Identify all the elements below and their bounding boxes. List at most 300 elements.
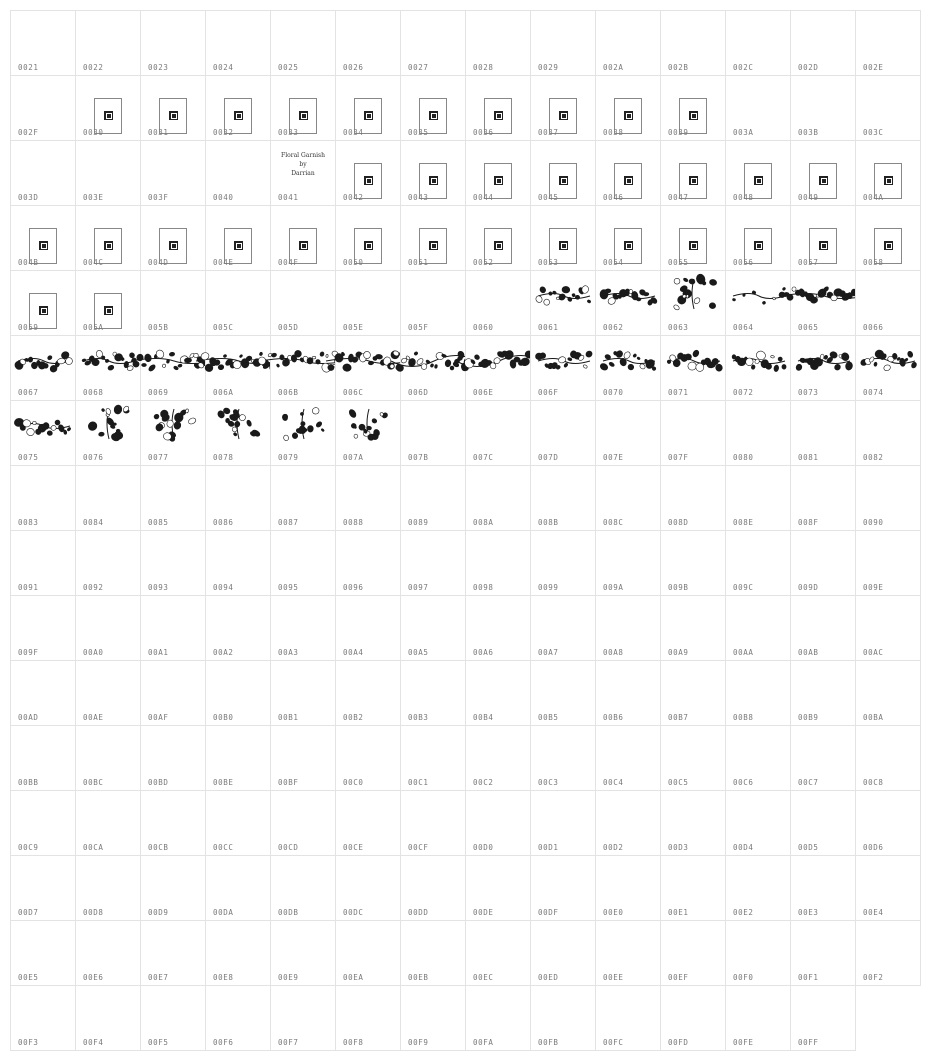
glyph-cell[interactable] [10, 270, 76, 336]
glyph-code-label: 006D [408, 387, 429, 397]
glyph-cell[interactable] [205, 855, 271, 921]
glyph-cell[interactable] [335, 660, 401, 726]
glyph-code-label: 0091 [18, 582, 39, 592]
glyph-code-label: 0064 [733, 322, 754, 332]
glyph-cell[interactable] [75, 595, 141, 661]
ornament-glyph [16, 350, 72, 372]
glyph-cell[interactable] [270, 595, 336, 661]
glyph-cell[interactable] [855, 75, 921, 141]
glyph-cell[interactable] [270, 270, 336, 336]
glyph-cell[interactable] [660, 920, 726, 986]
glyph-cell[interactable] [595, 335, 661, 401]
glyph-code-label: 003C [863, 127, 884, 137]
glyph-cell[interactable] [205, 140, 271, 206]
glyph-cell[interactable] [595, 595, 661, 661]
glyph-cell[interactable] [270, 920, 336, 986]
glyph-cell[interactable] [725, 595, 791, 661]
glyph-code-label: 00DC [343, 907, 364, 917]
glyph-cell[interactable] [270, 140, 336, 206]
glyph-cell[interactable] [75, 270, 141, 336]
glyph-cell[interactable] [790, 465, 856, 531]
glyph-code-label: 00B9 [798, 712, 819, 722]
glyph-cell[interactable] [790, 530, 856, 596]
glyph-cell[interactable] [790, 855, 856, 921]
glyph-cell[interactable] [465, 530, 531, 596]
glyph-code-label: 0057 [798, 257, 819, 267]
glyph-cell[interactable] [660, 790, 726, 856]
glyph-cell[interactable] [140, 595, 206, 661]
glyph-cell[interactable] [270, 660, 336, 726]
glyph-code-label: 002B [668, 62, 689, 72]
glyph-cell[interactable] [10, 465, 76, 531]
glyph-code-label: 00BC [83, 777, 104, 787]
glyph-cell[interactable] [10, 400, 76, 466]
ornament-glyph [601, 350, 657, 372]
glyph-code-label: 0043 [408, 192, 429, 202]
glyph-cell[interactable] [855, 335, 921, 401]
glyph-cell[interactable] [205, 400, 271, 466]
glyph-cell[interactable] [660, 140, 726, 206]
glyph-cell[interactable] [465, 725, 531, 791]
glyph-cell[interactable] [855, 205, 921, 271]
glyph-cell[interactable] [790, 920, 856, 986]
glyph-code-label: 00E8 [213, 972, 234, 982]
glyph-code-label: 007C [473, 452, 494, 462]
glyph-cell[interactable] [855, 855, 921, 921]
glyph-cell[interactable] [530, 10, 596, 76]
glyph-cell[interactable] [595, 465, 661, 531]
glyph-cell[interactable] [465, 660, 531, 726]
glyph-code-label: 0042 [343, 192, 364, 202]
glyph-cell[interactable] [465, 790, 531, 856]
glyph-cell[interactable] [400, 205, 466, 271]
glyph-cell[interactable] [335, 465, 401, 531]
glyph-cell[interactable] [790, 75, 856, 141]
glyph-cell[interactable] [205, 595, 271, 661]
glyph-cell[interactable] [140, 75, 206, 141]
glyph-cell[interactable] [75, 205, 141, 271]
glyph-cell[interactable] [140, 790, 206, 856]
glyph-code-label: 00E7 [148, 972, 169, 982]
glyph-code-label: 0069 [148, 387, 169, 397]
glyph-cell[interactable] [595, 660, 661, 726]
glyph-cell[interactable] [400, 920, 466, 986]
glyph-code-label: 00AF [148, 712, 169, 722]
glyph-cell[interactable] [725, 75, 791, 141]
glyph-cell[interactable] [530, 855, 596, 921]
glyph-cell[interactable] [530, 985, 596, 1051]
glyph-cell[interactable] [790, 10, 856, 76]
glyph-cell[interactable] [725, 10, 791, 76]
glyph-cell[interactable] [270, 465, 336, 531]
glyph-code-label: 0062 [603, 322, 624, 332]
glyph-cell[interactable] [140, 530, 206, 596]
glyph-cell[interactable] [10, 855, 76, 921]
glyph-code-label: 00E1 [668, 907, 689, 917]
glyph-cell[interactable] [595, 790, 661, 856]
glyph-code-label: 009A [603, 582, 624, 592]
glyph-cell[interactable] [400, 465, 466, 531]
glyph-cell[interactable] [75, 400, 141, 466]
glyph-code-label: 00A3 [278, 647, 299, 657]
glyph-cell[interactable] [140, 140, 206, 206]
glyph-cell[interactable] [595, 530, 661, 596]
glyph-cell[interactable] [595, 140, 661, 206]
glyph-cell[interactable] [855, 530, 921, 596]
glyph-cell[interactable] [725, 725, 791, 791]
glyph-code-label: 00EA [343, 972, 364, 982]
glyph-code-label: 0056 [733, 257, 754, 267]
glyph-cell[interactable] [205, 725, 271, 791]
glyph-cell[interactable] [855, 725, 921, 791]
glyph-cell[interactable] [465, 205, 531, 271]
glyph-code-label: 0026 [343, 62, 364, 72]
glyph-cell[interactable] [400, 530, 466, 596]
glyph-cell[interactable] [335, 985, 401, 1051]
glyph-code-label: 00D4 [733, 842, 754, 852]
glyph-code-label: 0038 [603, 127, 624, 137]
glyph-cell[interactable] [725, 465, 791, 531]
glyph-code-label: 0051 [408, 257, 429, 267]
glyph-cell[interactable] [790, 725, 856, 791]
glyph-cell[interactable] [660, 270, 726, 336]
glyph-cell[interactable] [855, 400, 921, 466]
glyph-code-label: 0036 [473, 127, 494, 137]
glyph-cell[interactable] [530, 660, 596, 726]
glyph-cell[interactable] [660, 205, 726, 271]
glyph-cell[interactable] [75, 920, 141, 986]
glyph-cell[interactable] [465, 140, 531, 206]
glyph-cell[interactable] [270, 790, 336, 856]
glyph-code-label: 00EE [603, 972, 624, 982]
glyph-cell[interactable] [790, 335, 856, 401]
ornament-glyph [211, 405, 267, 441]
glyph-code-label: 006A [213, 387, 234, 397]
glyph-code-label: 006C [343, 387, 364, 397]
glyph-code-label: 007E [603, 452, 624, 462]
glyph-cell[interactable] [270, 10, 336, 76]
glyph-cell[interactable] [400, 270, 466, 336]
glyph-cell[interactable] [660, 595, 726, 661]
glyph-cell[interactable] [530, 790, 596, 856]
glyph-cell[interactable] [10, 140, 76, 206]
glyph-code-label: 0083 [18, 517, 39, 527]
glyph-cell[interactable] [465, 335, 531, 401]
glyph-cell[interactable] [10, 920, 76, 986]
glyph-code-label: 005D [278, 322, 299, 332]
glyph-cell[interactable] [790, 595, 856, 661]
glyph-cell[interactable] [855, 595, 921, 661]
glyph-cell[interactable] [10, 985, 76, 1051]
glyph-cell[interactable] [725, 790, 791, 856]
glyph-cell[interactable] [10, 335, 76, 401]
glyph-cell[interactable] [270, 75, 336, 141]
glyph-cell[interactable] [335, 855, 401, 921]
glyph-code-label: 00FA [473, 1037, 494, 1047]
glyph-cell[interactable] [595, 10, 661, 76]
glyph-cell[interactable] [790, 400, 856, 466]
glyph-cell[interactable] [75, 140, 141, 206]
glyph-cell[interactable] [140, 465, 206, 531]
ornament-glyph [796, 350, 852, 372]
glyph-cell[interactable] [725, 660, 791, 726]
glyph-cell[interactable] [725, 400, 791, 466]
glyph-cell[interactable] [335, 75, 401, 141]
glyph-cell[interactable] [725, 920, 791, 986]
glyph-cell[interactable] [595, 725, 661, 791]
glyph-cell[interactable] [725, 985, 791, 1051]
glyph-cell[interactable] [855, 465, 921, 531]
glyph-cell[interactable] [140, 985, 206, 1051]
glyph-cell[interactable] [335, 725, 401, 791]
glyph-cell[interactable] [400, 595, 466, 661]
glyph-cell[interactable] [595, 985, 661, 1051]
glyph-cell[interactable] [140, 920, 206, 986]
glyph-cell[interactable] [465, 920, 531, 986]
glyph-cell[interactable] [400, 985, 466, 1051]
glyph-cell[interactable] [335, 595, 401, 661]
glyph-cell[interactable] [530, 400, 596, 466]
glyph-cell[interactable] [140, 725, 206, 791]
glyph-cell[interactable] [400, 10, 466, 76]
glyph-cell[interactable] [400, 855, 466, 921]
glyph-cell[interactable] [595, 205, 661, 271]
glyph-cell[interactable] [660, 530, 726, 596]
glyph-cell[interactable] [205, 920, 271, 986]
glyph-cell[interactable] [75, 10, 141, 76]
glyph-cell[interactable] [790, 270, 856, 336]
glyph-code-label: 00FB [538, 1037, 559, 1047]
glyph-code-label: 0022 [83, 62, 104, 72]
glyph-cell[interactable] [660, 660, 726, 726]
glyph-cell[interactable] [140, 400, 206, 466]
glyph-cell[interactable] [10, 530, 76, 596]
glyph-cell[interactable] [855, 920, 921, 986]
glyph-cell[interactable] [270, 205, 336, 271]
glyph-cell[interactable] [530, 335, 596, 401]
glyph-cell[interactable] [855, 790, 921, 856]
glyph-cell[interactable] [140, 660, 206, 726]
glyph-code-label: 005B [148, 322, 169, 332]
glyph-code-label: 0078 [213, 452, 234, 462]
glyph-cell[interactable] [140, 855, 206, 921]
glyph-code-label: 0090 [863, 517, 884, 527]
glyph-code-label: 003A [733, 127, 754, 137]
glyph-cell[interactable] [530, 595, 596, 661]
glyph-cell[interactable] [855, 140, 921, 206]
glyph-code-label: 0096 [343, 582, 364, 592]
glyph-cell[interactable] [75, 465, 141, 531]
glyph-cell[interactable] [75, 530, 141, 596]
glyph-cell[interactable] [10, 10, 76, 76]
glyph-code-label: 00BA [863, 712, 884, 722]
glyph-cell[interactable] [10, 725, 76, 791]
glyph-code-label: 0029 [538, 62, 559, 72]
glyph-code-label: 00E5 [18, 972, 39, 982]
glyph-code-label: 0074 [863, 387, 884, 397]
glyph-cell[interactable] [400, 75, 466, 141]
glyph-code-label: 008B [538, 517, 559, 527]
glyph-cell[interactable] [75, 790, 141, 856]
glyph-cell[interactable] [205, 465, 271, 531]
glyph-cell[interactable] [465, 75, 531, 141]
glyph-code-label: 00A4 [343, 647, 364, 657]
glyph-code-label: 003D [18, 192, 39, 202]
glyph-cell[interactable] [205, 530, 271, 596]
glyph-cell[interactable] [335, 270, 401, 336]
glyph-cell[interactable] [75, 660, 141, 726]
glyph-cell[interactable] [660, 75, 726, 141]
glyph-cell[interactable] [205, 985, 271, 1051]
glyph-cell[interactable] [595, 75, 661, 141]
glyph-cell[interactable] [75, 855, 141, 921]
glyph-cell[interactable] [400, 400, 466, 466]
glyph-cell[interactable] [725, 530, 791, 596]
glyph-cell[interactable] [10, 790, 76, 856]
glyph-cell[interactable] [270, 985, 336, 1051]
glyph-cell[interactable] [75, 725, 141, 791]
glyph-cell[interactable] [465, 465, 531, 531]
glyph-code-label: 00D1 [538, 842, 559, 852]
glyph-cell[interactable] [855, 10, 921, 76]
glyph-code-label: 0041 [278, 192, 299, 202]
glyph-cell[interactable] [530, 75, 596, 141]
glyph-cell[interactable] [530, 270, 596, 336]
glyph-cell[interactable] [530, 725, 596, 791]
ornament-glyph [146, 405, 202, 441]
glyph-code-label: 009F [18, 647, 39, 657]
glyph-cell[interactable] [660, 855, 726, 921]
glyph-code-label: 005C [213, 322, 234, 332]
glyph-code-label: 00C4 [603, 777, 624, 787]
glyph-cell[interactable] [660, 985, 726, 1051]
glyph-cell[interactable] [335, 205, 401, 271]
glyph-code-label: 00D6 [863, 842, 884, 852]
glyph-cell[interactable] [660, 465, 726, 531]
glyph-cell[interactable] [205, 205, 271, 271]
glyph-code-label: 00A2 [213, 647, 234, 657]
glyph-code-label: 0021 [18, 62, 39, 72]
glyph-cell[interactable] [400, 725, 466, 791]
glyph-code-label: 004C [83, 257, 104, 267]
glyph-cell[interactable] [75, 985, 141, 1051]
glyph-cell[interactable] [10, 205, 76, 271]
glyph-cell[interactable] [270, 400, 336, 466]
glyph-code-label: 00EF [668, 972, 689, 982]
glyph-cell[interactable] [530, 140, 596, 206]
glyph-cell[interactable] [10, 660, 76, 726]
glyph-code-label: 0097 [408, 582, 429, 592]
glyph-cell[interactable] [140, 270, 206, 336]
glyph-cell[interactable] [725, 335, 791, 401]
glyph-code-label: 0054 [603, 257, 624, 267]
glyph-cell[interactable] [465, 270, 531, 336]
glyph-cell[interactable] [400, 660, 466, 726]
glyph-cell[interactable] [270, 855, 336, 921]
glyph-cell[interactable] [400, 140, 466, 206]
glyph-cell[interactable] [790, 205, 856, 271]
glyph-code-label: 0048 [733, 192, 754, 202]
glyph-cell[interactable] [205, 10, 271, 76]
glyph-cell[interactable] [10, 75, 76, 141]
glyph-cell[interactable] [465, 595, 531, 661]
glyph-code-label: 00DE [473, 907, 494, 917]
glyph-cell[interactable] [660, 400, 726, 466]
glyph-cell[interactable] [335, 790, 401, 856]
glyph-cell[interactable] [725, 205, 791, 271]
glyph-cell[interactable] [790, 985, 856, 1051]
glyph-cell[interactable] [660, 335, 726, 401]
glyph-cell[interactable] [660, 725, 726, 791]
glyph-code-label: 0092 [83, 582, 104, 592]
glyph-cell[interactable] [335, 530, 401, 596]
glyph-cell[interactable] [530, 465, 596, 531]
glyph-cell[interactable] [465, 400, 531, 466]
glyph-cell[interactable] [335, 140, 401, 206]
glyph-code-label: 0099 [538, 582, 559, 592]
glyph-cell[interactable] [790, 790, 856, 856]
glyph-code-label: 00F0 [733, 972, 754, 982]
glyph-cell[interactable] [335, 10, 401, 76]
glyph-code-label: 00B1 [278, 712, 299, 722]
glyph-code-label: 00BE [213, 777, 234, 787]
glyph-cell[interactable] [595, 920, 661, 986]
glyph-cell[interactable] [205, 270, 271, 336]
glyph-cell[interactable] [530, 530, 596, 596]
glyph-cell[interactable] [270, 530, 336, 596]
glyph-code-label: 0084 [83, 517, 104, 527]
glyph-cell[interactable] [75, 75, 141, 141]
glyph-cell[interactable] [465, 10, 531, 76]
glyph-code-label: 0058 [863, 257, 884, 267]
glyph-code-label: 00DB [278, 907, 299, 917]
glyph-cell[interactable] [530, 920, 596, 986]
glyph-cell[interactable] [400, 790, 466, 856]
glyph-cell[interactable] [270, 725, 336, 791]
glyph-cell[interactable] [335, 920, 401, 986]
glyph-cell[interactable] [725, 140, 791, 206]
glyph-cell[interactable] [855, 660, 921, 726]
glyph-code-label: 00AA [733, 647, 754, 657]
glyph-cell[interactable] [205, 75, 271, 141]
glyph-code-label: 00BD [148, 777, 169, 787]
glyph-cell[interactable] [595, 270, 661, 336]
glyph-cell[interactable] [660, 10, 726, 76]
glyph-cell[interactable] [465, 985, 531, 1051]
glyph-code-label: 0085 [148, 517, 169, 527]
glyph-cell[interactable] [10, 595, 76, 661]
glyph-cell[interactable] [595, 855, 661, 921]
glyph-cell[interactable] [595, 400, 661, 466]
glyph-cell[interactable] [465, 855, 531, 921]
glyph-cell[interactable] [205, 790, 271, 856]
glyph-cell[interactable] [530, 205, 596, 271]
glyph-cell[interactable] [725, 855, 791, 921]
glyph-code-label: 004B [18, 257, 39, 267]
glyph-cell[interactable] [790, 660, 856, 726]
glyph-cell[interactable] [140, 10, 206, 76]
credit-glyph [273, 151, 333, 178]
glyph-cell[interactable] [205, 660, 271, 726]
glyph-cell[interactable] [790, 140, 856, 206]
glyph-cell[interactable] [855, 270, 921, 336]
glyph-code-label: 00F5 [148, 1037, 169, 1047]
glyph-code-label: 00F8 [343, 1037, 364, 1047]
glyph-code-label: 0088 [343, 517, 364, 527]
glyph-cell[interactable] [140, 205, 206, 271]
glyph-cell[interactable] [335, 400, 401, 466]
glyph-code-label: 0095 [278, 582, 299, 592]
